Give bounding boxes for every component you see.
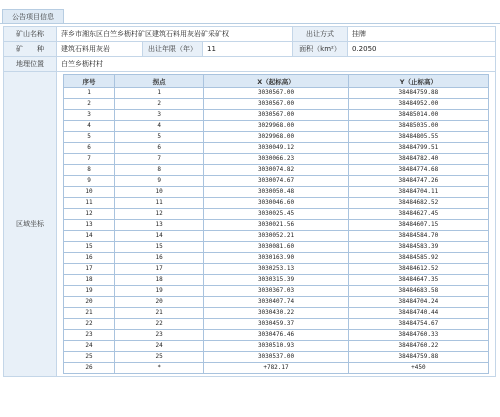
cell-y: 38484747.26 xyxy=(348,176,488,187)
tab-bar xyxy=(0,0,500,24)
cell-index: 10 xyxy=(64,187,115,198)
table-row xyxy=(64,275,489,286)
cell-y: 38484585.92 xyxy=(348,253,488,264)
cell-index: 16 xyxy=(64,253,115,264)
cell-index: 12 xyxy=(64,209,115,220)
coordinate-cell xyxy=(57,72,496,377)
cell-index: 11 xyxy=(64,198,115,209)
cell-y: 38484759.88 xyxy=(348,352,488,363)
cell-index: 4 xyxy=(64,121,115,132)
cell-x: 3030567.00 xyxy=(204,99,349,110)
cell-point: 4 xyxy=(115,121,204,132)
mine-name-label: 矿山名称 xyxy=(4,27,57,42)
table-row xyxy=(64,319,489,330)
cell-point: 19 xyxy=(115,286,204,297)
table-row xyxy=(64,253,489,264)
cell-point: 24 xyxy=(115,341,204,352)
cell-x: 3030430.22 xyxy=(204,308,349,319)
cell-index: 2 xyxy=(64,99,115,110)
cell-index: 5 xyxy=(64,132,115,143)
cell-point: 3 xyxy=(115,110,204,121)
cell-index: 22 xyxy=(64,319,115,330)
cell-y: 38484583.39 xyxy=(348,242,488,253)
cell-y: 38484627.45 xyxy=(348,209,488,220)
table-row xyxy=(64,121,489,132)
table-row xyxy=(64,264,489,275)
cell-point: 2 xyxy=(115,99,204,110)
cell-x: 3030163.90 xyxy=(204,253,349,264)
cell-x: 3030510.93 xyxy=(204,341,349,352)
cell-point: 23 xyxy=(115,330,204,341)
cell-point: 9 xyxy=(115,176,204,187)
cell-y: 38484612.52 xyxy=(348,264,488,275)
location-label: 地理位置 xyxy=(4,57,57,72)
table-row xyxy=(64,132,489,143)
table-row xyxy=(64,341,489,352)
cell-y: 38484704.24 xyxy=(348,297,488,308)
cell-x: 3030021.56 xyxy=(204,220,349,231)
cell-index: 23 xyxy=(64,330,115,341)
cell-index: 18 xyxy=(64,275,115,286)
table-row xyxy=(64,154,489,165)
transfer-method-value: 挂牌 xyxy=(348,27,496,42)
cell-index: 20 xyxy=(64,297,115,308)
cell-index: 24 xyxy=(64,341,115,352)
mine-name-value: 萍乡市湘东区白竺乡枥村矿区建筑石料用灰岩矿采矿权 xyxy=(57,27,293,42)
cell-point: 18 xyxy=(115,275,204,286)
cell-x: 3030459.37 xyxy=(204,319,349,330)
table-row xyxy=(64,99,489,110)
cell-x: 3030025.45 xyxy=(204,209,349,220)
table-row xyxy=(64,110,489,121)
cell-y: 38484647.35 xyxy=(348,275,488,286)
cell-y: 38484607.15 xyxy=(348,220,488,231)
cell-x: 3030050.48 xyxy=(204,187,349,198)
cell-x: 3030407.74 xyxy=(204,297,349,308)
table-row xyxy=(64,363,489,374)
cell-index: 26 xyxy=(64,363,115,374)
cell-y: +450 xyxy=(348,363,488,374)
cell-point: 11 xyxy=(115,198,204,209)
info-row-region xyxy=(4,72,496,377)
table-row xyxy=(64,143,489,154)
cell-point: 12 xyxy=(115,209,204,220)
cell-y: 38484760.22 xyxy=(348,341,488,352)
cell-point: 10 xyxy=(115,187,204,198)
cell-y: 38485014.00 xyxy=(348,110,488,121)
cell-y: 38484682.52 xyxy=(348,198,488,209)
cell-x: 3029968.00 xyxy=(204,132,349,143)
header-index: 序号 xyxy=(64,75,115,88)
coordinate-table xyxy=(63,74,489,374)
cell-x: 3030315.39 xyxy=(204,275,349,286)
cell-x: 3030066.23 xyxy=(204,154,349,165)
cell-point: 6 xyxy=(115,143,204,154)
cell-point: 16 xyxy=(115,253,204,264)
cell-y: 38484754.67 xyxy=(348,319,488,330)
cell-index: 14 xyxy=(64,231,115,242)
table-row xyxy=(64,209,489,220)
cell-point: 8 xyxy=(115,165,204,176)
cell-x: 3030476.46 xyxy=(204,330,349,341)
mineral-label: 矿 种 xyxy=(4,42,57,57)
cell-index: 9 xyxy=(64,176,115,187)
cell-index: 1 xyxy=(64,88,115,99)
cell-point: 21 xyxy=(115,308,204,319)
transfer-method-label: 出让方式 xyxy=(293,27,348,42)
table-row xyxy=(64,187,489,198)
cell-y: 38484774.68 xyxy=(348,165,488,176)
cell-x: 3030567.00 xyxy=(204,88,349,99)
table-row xyxy=(64,165,489,176)
cell-point: 5 xyxy=(115,132,204,143)
cell-y: 38484805.55 xyxy=(348,132,488,143)
term-value: 11 xyxy=(203,42,293,57)
table-row xyxy=(64,220,489,231)
cell-x: +782.17 xyxy=(204,363,349,374)
cell-y: 38484952.00 xyxy=(348,99,488,110)
cell-x: 3030052.21 xyxy=(204,231,349,242)
info-row-location xyxy=(4,57,496,72)
header-y: Y（止标高） xyxy=(348,75,488,88)
cell-x: 3030074.82 xyxy=(204,165,349,176)
cell-x: 3030367.03 xyxy=(204,286,349,297)
coordinate-body xyxy=(64,88,489,374)
area-value: 0.2050 xyxy=(348,42,496,57)
cell-point: 22 xyxy=(115,319,204,330)
area-label: 面积（km²） xyxy=(293,42,348,57)
cell-y: 38484799.51 xyxy=(348,143,488,154)
table-row xyxy=(64,330,489,341)
cell-y: 38485035.00 xyxy=(348,121,488,132)
cell-point: 25 xyxy=(115,352,204,363)
cell-x: 3030081.60 xyxy=(204,242,349,253)
cell-index: 17 xyxy=(64,264,115,275)
cell-y: 38484760.33 xyxy=(348,330,488,341)
cell-index: 8 xyxy=(64,165,115,176)
cell-index: 6 xyxy=(64,143,115,154)
tab-announcement-info[interactable]: 公告项目信息 xyxy=(2,9,64,24)
cell-index: 25 xyxy=(64,352,115,363)
cell-y: 38484740.44 xyxy=(348,308,488,319)
table-row xyxy=(64,352,489,363)
cell-index: 15 xyxy=(64,242,115,253)
region-label: 区域坐标 xyxy=(4,72,57,377)
cell-x: 3030567.00 xyxy=(204,110,349,121)
cell-x: 3029968.00 xyxy=(204,121,349,132)
cell-point: 7 xyxy=(115,154,204,165)
table-row xyxy=(64,176,489,187)
cell-x: 3030074.67 xyxy=(204,176,349,187)
table-row xyxy=(64,297,489,308)
cell-x: 3030049.12 xyxy=(204,143,349,154)
header-point: 拐点 xyxy=(115,75,204,88)
cell-index: 3 xyxy=(64,110,115,121)
info-row-mine-name xyxy=(4,27,496,42)
cell-point: 1 xyxy=(115,88,204,99)
cell-x: 3030537.00 xyxy=(204,352,349,363)
cell-x: 3030046.60 xyxy=(204,198,349,209)
table-row xyxy=(64,242,489,253)
table-row xyxy=(64,198,489,209)
cell-index: 13 xyxy=(64,220,115,231)
cell-point: 17 xyxy=(115,264,204,275)
cell-y: 38484782.40 xyxy=(348,154,488,165)
cell-point: * xyxy=(115,363,204,374)
cell-y: 38484704.11 xyxy=(348,187,488,198)
header-x: X（起标高） xyxy=(204,75,349,88)
cell-y: 38484759.88 xyxy=(348,88,488,99)
cell-y: 38484683.58 xyxy=(348,286,488,297)
info-table xyxy=(3,26,496,377)
cell-point: 14 xyxy=(115,231,204,242)
info-row-mineral xyxy=(4,42,496,57)
cell-x: 3030253.13 xyxy=(204,264,349,275)
cell-index: 7 xyxy=(64,154,115,165)
coordinate-header-row xyxy=(64,75,489,88)
cell-index: 21 xyxy=(64,308,115,319)
table-row xyxy=(64,88,489,99)
term-label: 出让年限（年） xyxy=(143,42,203,57)
cell-y: 38484584.70 xyxy=(348,231,488,242)
location-value: 白竺乡枥村村 xyxy=(57,57,496,72)
table-row xyxy=(64,286,489,297)
table-row xyxy=(64,308,489,319)
cell-point: 15 xyxy=(115,242,204,253)
cell-point: 13 xyxy=(115,220,204,231)
mineral-value: 建筑石料用灰岩 xyxy=(57,42,143,57)
cell-index: 19 xyxy=(64,286,115,297)
table-row xyxy=(64,231,489,242)
cell-point: 20 xyxy=(115,297,204,308)
tab-divider xyxy=(0,23,500,24)
